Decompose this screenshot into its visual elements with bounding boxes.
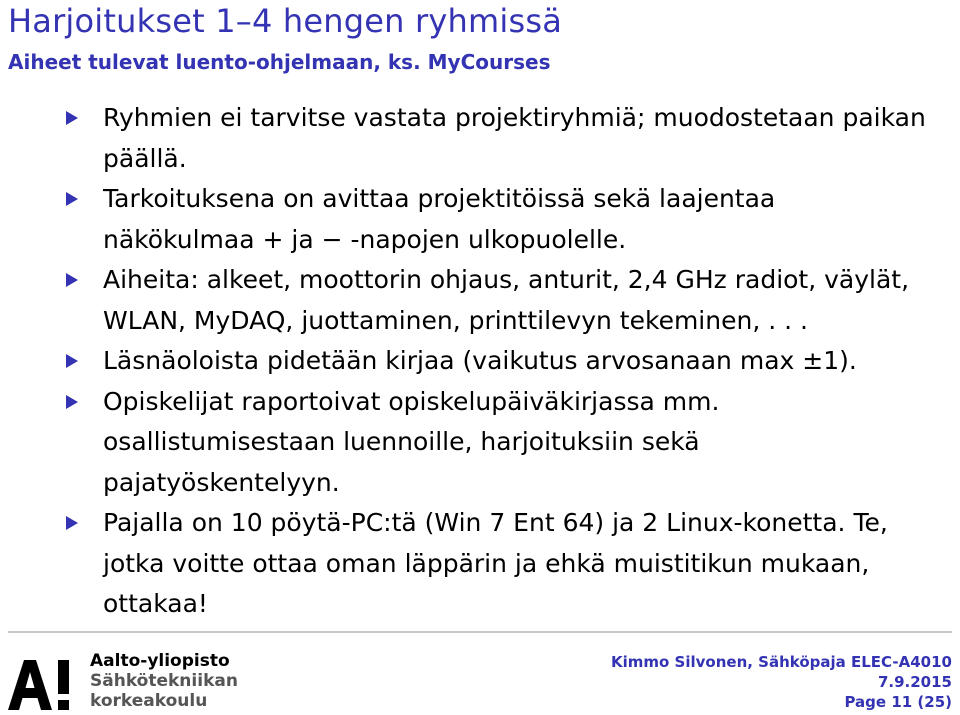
footer-page-number: Page 11 (25) — [844, 693, 952, 711]
bullet-list — [0, 98, 960, 625]
bullet-text: Ryhmien ei tarvitse vastata projektiryhmiä; muodostetaan paikan päällä. — [103, 103, 926, 173]
bullet-item — [0, 179, 960, 260]
bullet-item — [0, 341, 960, 382]
footer-author: Kimmo Silvonen, Sähköpaja ELEC-A4010 — [611, 653, 952, 671]
org-university: Aalto-yliopisto — [90, 651, 230, 671]
slide-subtitle: Aiheet tulevat luento-ohjelmaan, ks. MyCourses — [8, 50, 551, 74]
bullet-text: Tarkoituksena on avittaa projektitöissä sekä laajentaa näkökulmaa + ja − -napojen ulkopuolelle. — [103, 184, 776, 254]
bullet-triangle-icon — [66, 273, 78, 287]
footer-date: 7.9.2015 — [877, 673, 952, 691]
org-school-line1: Sähkötekniikan — [90, 671, 238, 691]
bullet-triangle-icon — [66, 192, 78, 206]
org-school-line2: korkeakoulu — [90, 691, 208, 711]
bullet-triangle-icon — [66, 354, 78, 368]
bullet-triangle-icon — [66, 395, 78, 409]
slide-title: Harjoitukset 1–4 hengen ryhmissä — [8, 2, 563, 40]
bullet-text: Aiheita: alkeet, moottorin ohjaus, anturit, 2,4 GHz radiot, väylät, WLAN, MyDAQ, juottaminen, printtilevyn tekeminen, . . . — [103, 265, 910, 335]
bullet-text: Opiskelijat raportoivat opiskelupäiväkirjassa mm. osallistumisestaan luennoille, harjoituksiin sekä pajatyöskentelyyn. — [103, 386, 720, 497]
bullet-item — [0, 503, 960, 625]
footer-info — [611, 652, 952, 712]
footer-organization — [90, 651, 238, 711]
footer-divider — [8, 631, 952, 633]
bullet-item — [0, 382, 960, 504]
bullet-text: Läsnäoloista pidetään kirjaa (vaikutus arvosanaan max ±1). — [103, 346, 857, 375]
bullet-item — [0, 98, 960, 179]
bullet-triangle-icon — [66, 516, 78, 530]
bullet-triangle-icon — [66, 111, 78, 125]
aalto-logo-icon — [6, 656, 78, 712]
bullet-item — [0, 260, 960, 341]
bullet-text: Pajalla on 10 pöytä-PC:tä (Win 7 Ent 64) ja 2 Linux-konetta. Te, jotka voitte ottaa oman läppärin ja ehkä muistitikun mukaan, ottakaa! — [103, 508, 888, 618]
